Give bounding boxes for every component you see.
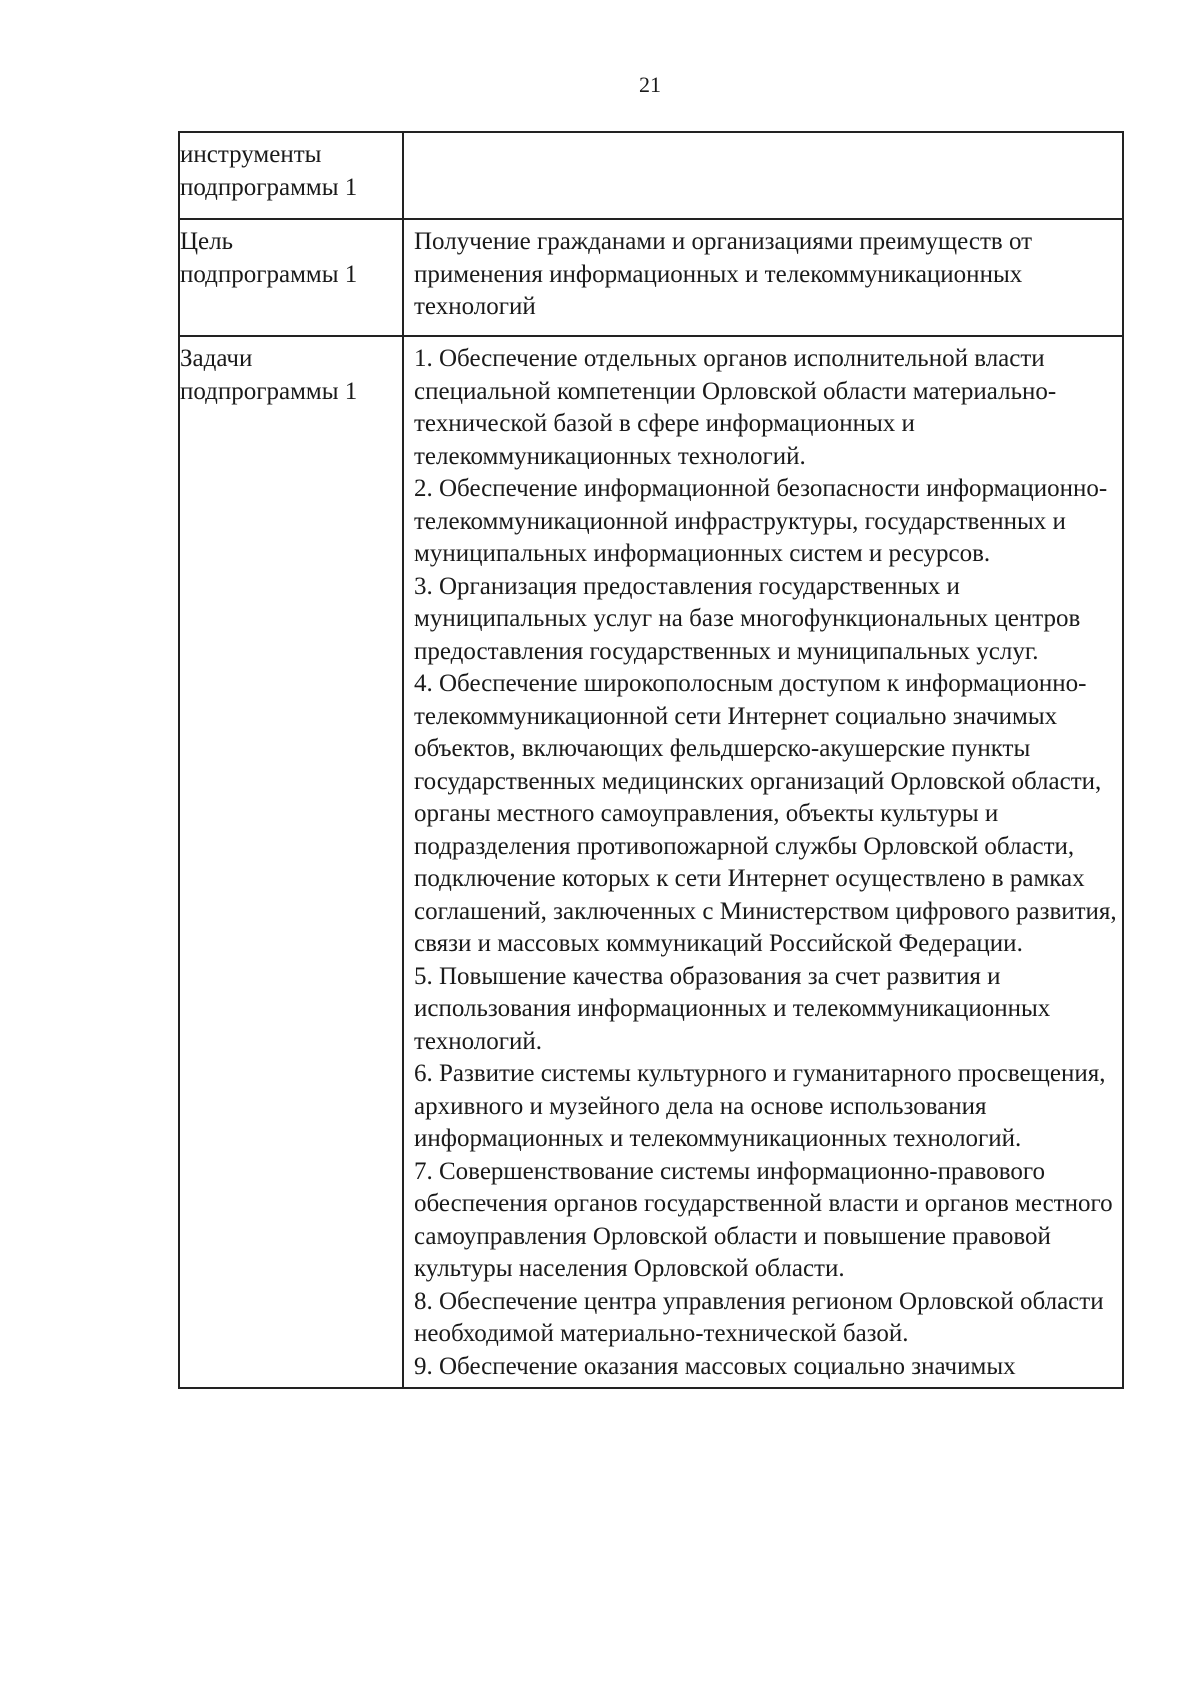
row-label-goal: Цель подпрограммы 1 xyxy=(180,228,358,288)
row-value-goal: Получение гражданами и организациями преимуществ от применения информационных и телекоммуникационных технологий xyxy=(414,228,1033,320)
row-label-tasks: Задачи подпрограммы 1 xyxy=(180,345,358,405)
table-row-instruments xyxy=(179,132,1123,219)
tasks-list xyxy=(404,343,1122,1383)
task-item-9: 9. Обеспечение оказания массовых социально значимых xyxy=(414,1352,1016,1380)
row-label-instruments: инструменты подпрограммы 1 xyxy=(180,141,358,201)
table-row-goal xyxy=(179,219,1123,336)
task-item-7: 7. Совершенствование системы информационно-правового обеспечения органов государственной власти и органов местного самоуправления Орловской области и повышение правовой культуры населения Орловской области. xyxy=(414,1157,1113,1282)
task-item-6: 6. Развитие системы культурного и гуманитарного просвещения, архивного и музейного дела на основе использования информационных и телекоммуникационных технологий. xyxy=(414,1060,1106,1152)
task-item-5: 5. Повышение качества образования за счет развития и использования информационных и телекоммуникационных технологий. xyxy=(414,962,1051,1055)
row-value-cell xyxy=(403,219,1123,336)
row-value-cell xyxy=(403,336,1123,1388)
task-item-8: 8. Обеспечение центра управления регионом Орловской области необходимой материально-технической базой. xyxy=(414,1287,1104,1347)
row-label-cell xyxy=(179,132,403,219)
row-label-cell xyxy=(179,219,403,336)
task-item-2: 2. Обеспечение информационной безопасности информационно-телекоммуникационной инфраструктуры, государственных и муниципальных информационных систем и ресурсов. xyxy=(414,475,1108,567)
task-item-1: 1. Обеспечение отдельных органов исполнительной власти специальной компетенции Орловской области материально-технической базой в сфере информационных и телекоммуникационных технологий. xyxy=(414,345,1057,470)
task-item-3: 3. Организация предоставления государственных и муниципальных услуг на базе многофункциональных центров предоставления государственных и муниципальных услуг. xyxy=(414,572,1081,665)
subprogram-passport-table xyxy=(178,131,1124,1389)
task-item-4: 4. Обеспечение широкополосным доступом к информационно-телекоммуникационной сети Интернет социально значимых объектов, включающих фельдшерско-акушерские пункты государственных медицинских организаций Орловской области, органы местного самоуправления, объекты культуры и подразделения противопожарной службы Орловской области, подключение которых к сети Интернет осуществлено в рамках соглашений, заключенных с Министерством цифрового развития, связи и массовых коммуникаций Российской Федерации. xyxy=(414,670,1117,957)
page-number: 21 xyxy=(639,72,661,97)
row-label-cell xyxy=(179,336,403,1388)
table-row-tasks xyxy=(179,336,1123,1388)
row-value-cell xyxy=(403,132,1123,219)
